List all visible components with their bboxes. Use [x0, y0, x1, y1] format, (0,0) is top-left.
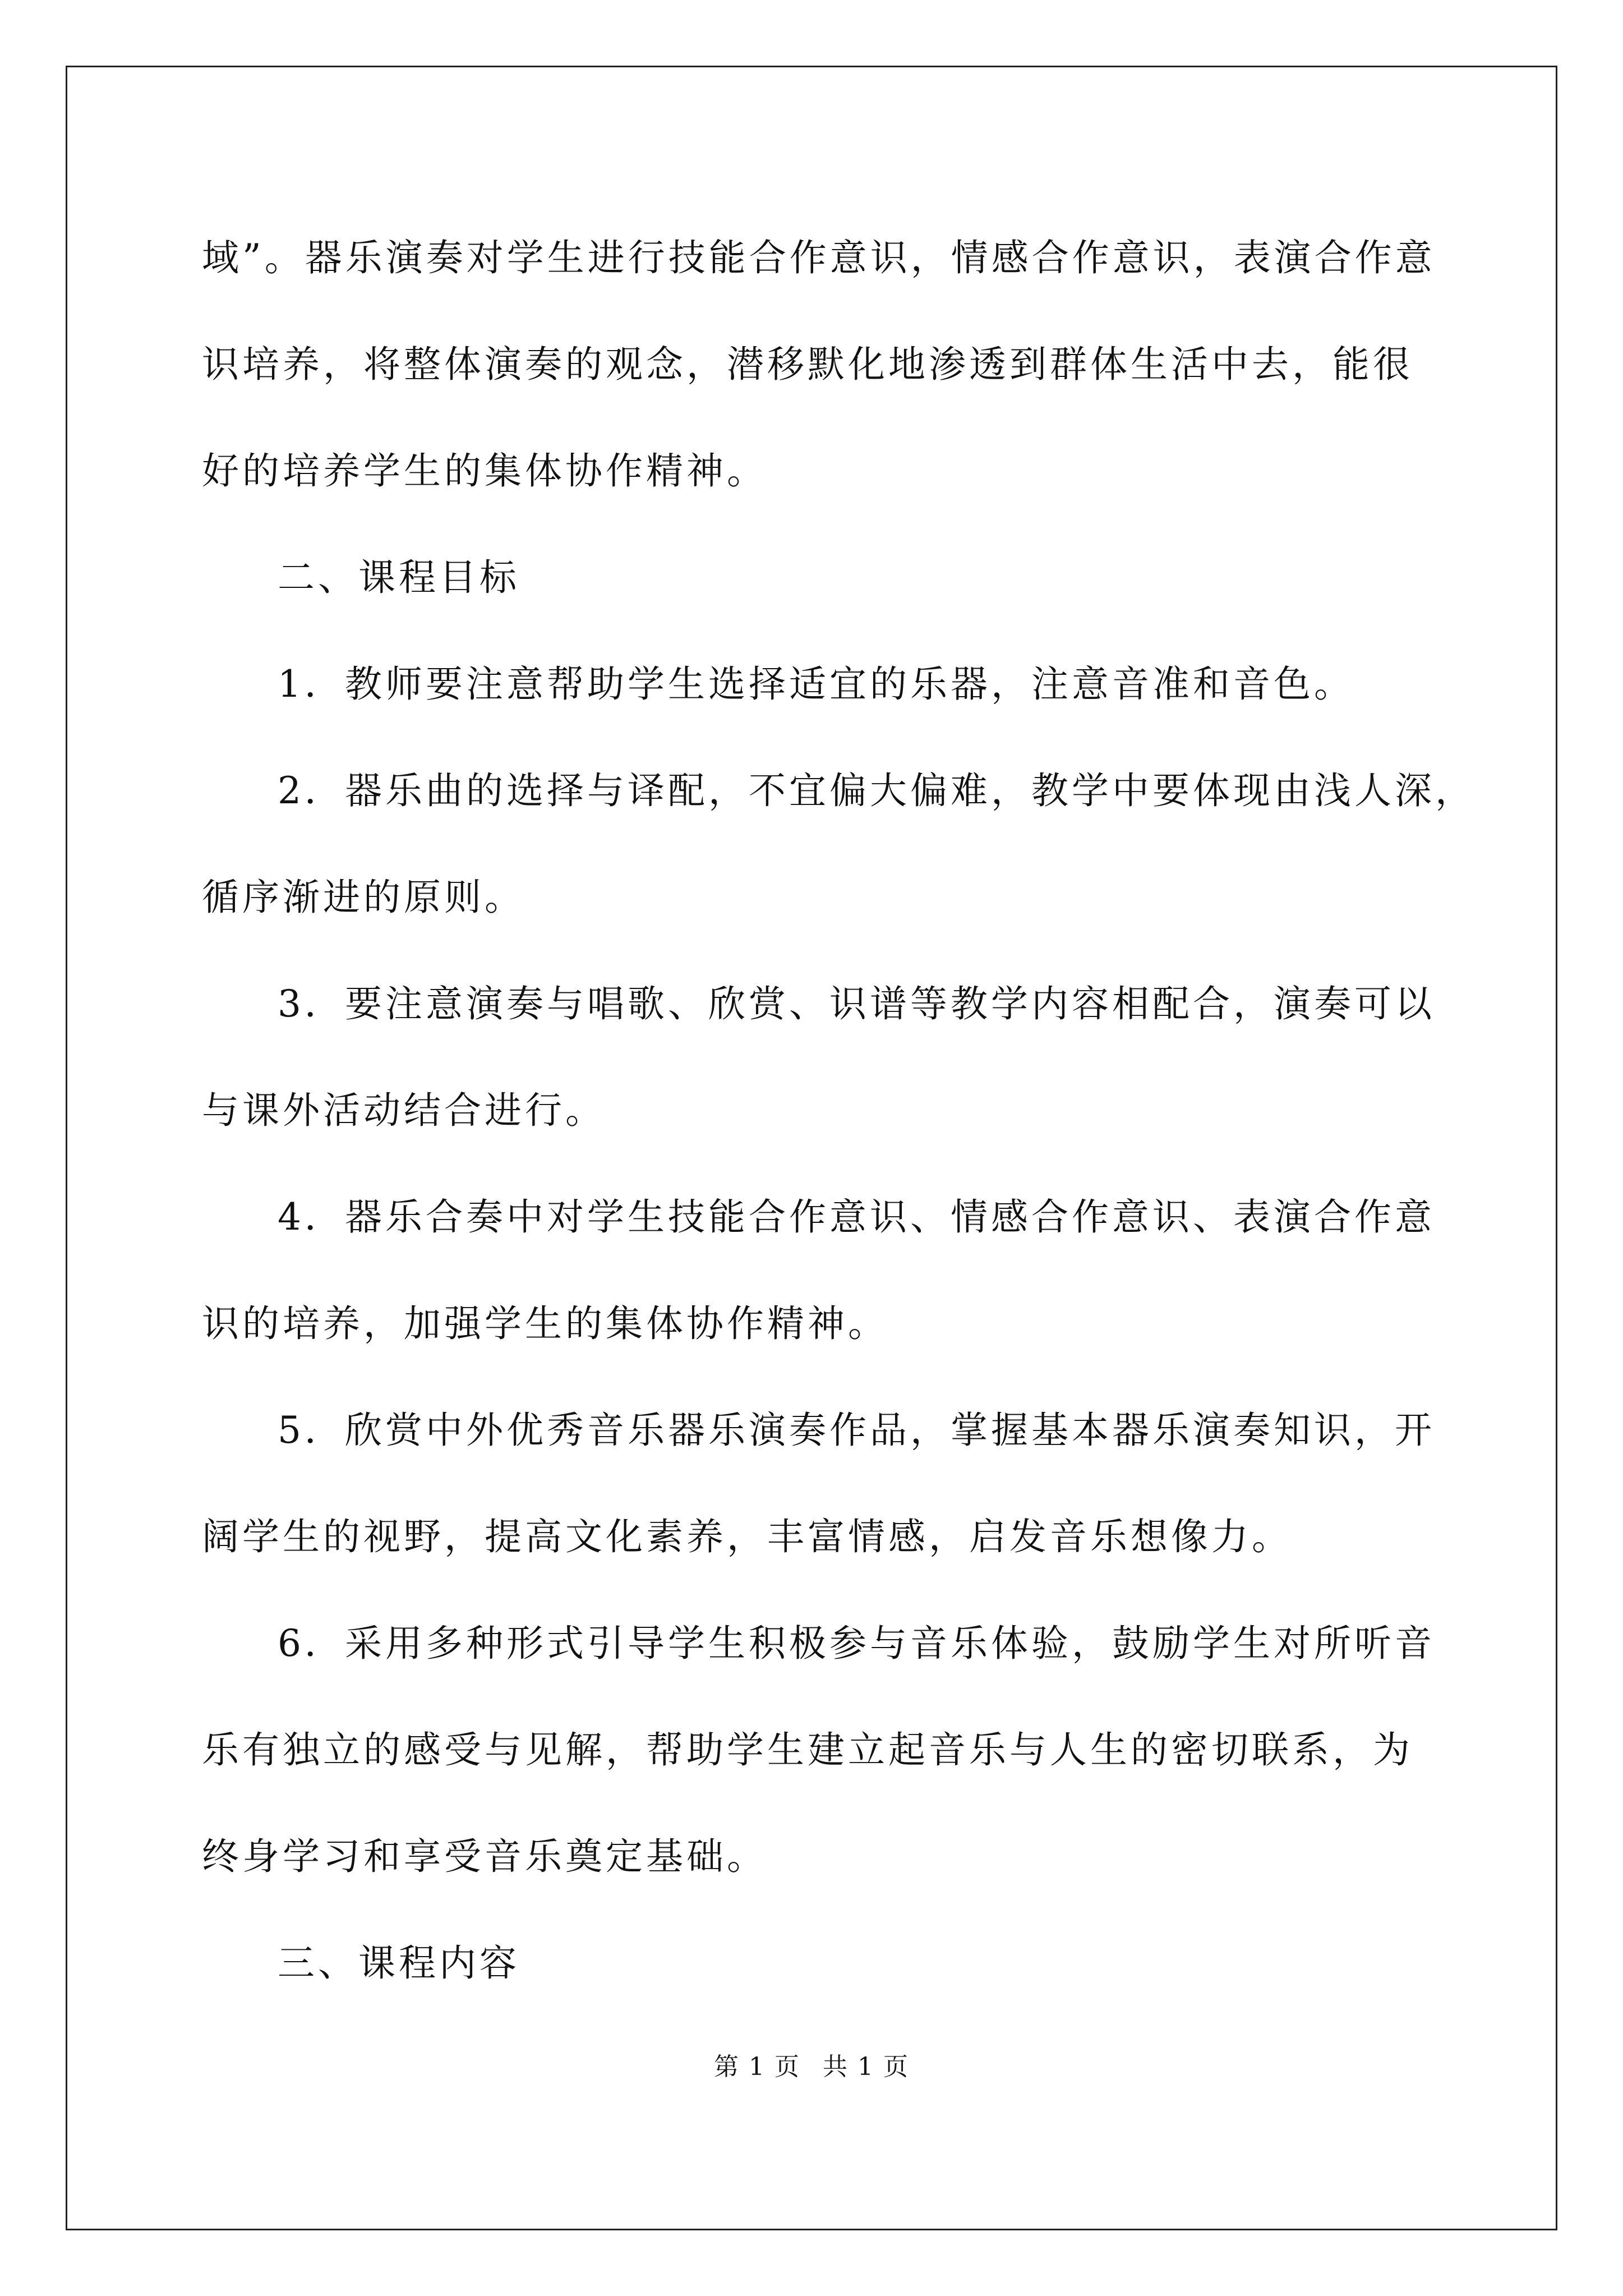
goal-item-5 [202, 1377, 1435, 1590]
text-line: 1．教师要注意帮助学生选择适宜的乐器，注意音准和音色。 [278, 662, 1354, 706]
text-line: 与课外活动结合进行。 [202, 1089, 606, 1132]
text-line: 阔学生的视野，提高文化素养，丰富情感，启发音乐想像力。 [202, 1515, 1292, 1558]
text-line: 循序渐进的原则。 [202, 876, 525, 919]
text-line: 5．欣赏中外优秀音乐器乐演奏作品，掌握基本器乐演奏知识，开 [278, 1409, 1435, 1452]
goal-item-4 [202, 1164, 1435, 1377]
goal-item-6 [202, 1590, 1435, 1910]
text-line: 3．要注意演奏与唱歌、欣赏、识谱等教学内容相配合，演奏可以 [278, 982, 1435, 1025]
heading-text: 三、课程内容 [278, 1941, 520, 1985]
goal-item-1 [202, 631, 1424, 738]
goal-item-2 [202, 738, 1476, 951]
text-line: 识的培养，加强学生的集体协作精神。 [202, 1302, 888, 1345]
section-heading-goals [202, 524, 1424, 631]
heading-text: 二、课程目标 [278, 556, 520, 599]
text-line: 识培养，将整体演奏的观念，潜移默化地渗透到群体生活中去，能很 [202, 343, 1413, 386]
text-line: 终身学习和享受音乐奠定基础。 [202, 1835, 767, 1878]
section-heading-content [202, 1910, 1424, 2017]
text-line: 乐有独立的感受与见解，帮助学生建立起音乐与人生的密切联系，为 [202, 1728, 1413, 1772]
page-footer [0, 2050, 1623, 2084]
text-line: 域”。器乐演奏对学生进行技能合作意识，情感合作意识，表演合作意 [202, 236, 1436, 279]
goal-item-3 [202, 951, 1435, 1164]
intro-paragraph [202, 205, 1436, 524]
page-number: 第 1 页 [714, 2053, 800, 2081]
text-line: 6．采用多种形式引导学生积极参与音乐体验，鼓励学生对所听音 [278, 1622, 1435, 1665]
page-total: 共 1 页 [823, 2053, 909, 2081]
text-line: 4．器乐合奏中对学生技能合作意识、情感合作意识、表演合作意 [278, 1195, 1435, 1239]
text-line: 2．器乐曲的选择与译配，不宜偏大偏难，教学中要体现由浅人深， [278, 769, 1476, 812]
text-line: 好的培养学生的集体协作精神。 [202, 449, 767, 493]
